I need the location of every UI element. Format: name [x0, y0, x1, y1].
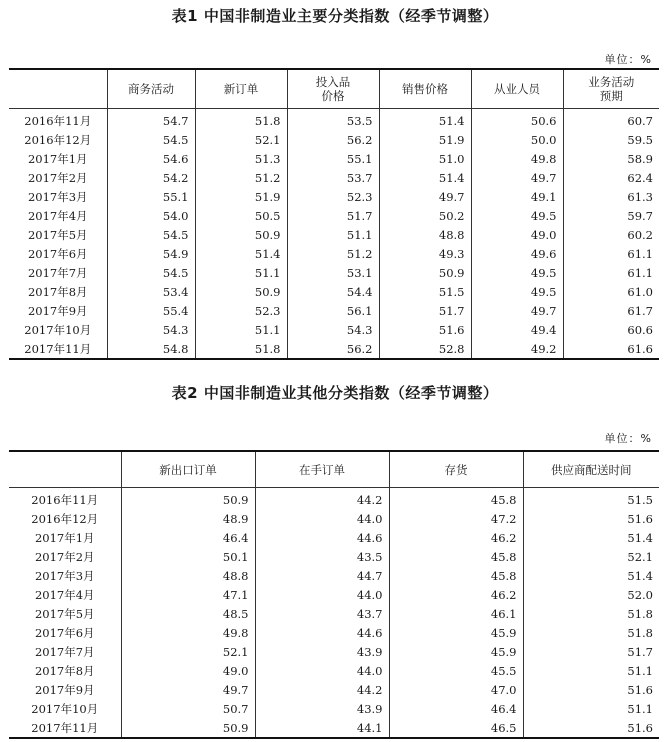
table-cell-value: 51.4: [523, 528, 659, 547]
table-cell-value: 52.0: [523, 585, 659, 604]
table-cell-value: 46.2: [389, 528, 523, 547]
table2-header-cell: 存货: [389, 451, 523, 488]
row-label-month: 2017年5月: [34, 606, 95, 621]
table-row: [9, 488, 659, 510]
table-cell-value: 51.6: [379, 320, 471, 339]
table-cell-value: 61.0: [563, 282, 659, 301]
table-cell-value: 51.8: [195, 339, 287, 359]
table-cell-value: 53.1: [287, 263, 379, 282]
table2-header-cell: 供应商配送时间: [523, 451, 659, 488]
table-cell-value: 52.3: [287, 187, 379, 206]
table-row: [9, 282, 659, 301]
table-cell-value: 51.9: [379, 130, 471, 149]
row-label-month: 2017年6月: [27, 246, 88, 261]
table-cell-value: 54.3: [107, 320, 195, 339]
table-cell-value: 54.2: [107, 168, 195, 187]
table-cell-value: 49.0: [121, 661, 255, 680]
table-cell-value: 49.3: [379, 244, 471, 263]
table-row: [9, 509, 659, 528]
table2-header-cell: [9, 451, 121, 488]
table-cell-value: 51.0: [379, 149, 471, 168]
table-cell-value: 52.1: [523, 547, 659, 566]
table1-header-cell: 投入品 价格: [287, 69, 379, 109]
table-cell-value: 51.7: [523, 642, 659, 661]
table-cell-value: 44.6: [255, 623, 389, 642]
row-label-month: 2017年11月: [31, 720, 99, 735]
table-cell-value: 48.8: [379, 225, 471, 244]
table1-unit: 单位：%: [604, 53, 652, 66]
table-cell-value: 54.5: [107, 225, 195, 244]
row-label-month: 2017年5月: [27, 227, 88, 242]
table-cell-value: 44.0: [255, 509, 389, 528]
table-row: [9, 109, 659, 131]
table-row: [9, 206, 659, 225]
table-cell-value: 44.1: [255, 718, 389, 738]
row-label-month: 2017年11月: [24, 341, 92, 356]
table-cell-value: 49.0: [471, 225, 563, 244]
table-cell-value: 50.9: [195, 282, 287, 301]
table-cell-value: 54.3: [287, 320, 379, 339]
row-label-month: 2017年1月: [27, 151, 88, 166]
table-cell-value: 50.7: [121, 699, 255, 718]
table-cell-value: 49.7: [379, 187, 471, 206]
table-cell-value: 59.5: [563, 130, 659, 149]
row-label-month: 2017年2月: [27, 170, 88, 185]
table-cell-value: 55.1: [107, 187, 195, 206]
row-label-month: 2017年9月: [27, 303, 88, 318]
table-cell-value: 51.8: [195, 109, 287, 131]
table-cell-value: 61.1: [563, 244, 659, 263]
table-cell-value: 49.8: [121, 623, 255, 642]
table-cell-value: 51.1: [195, 263, 287, 282]
table-cell-value: 54.0: [107, 206, 195, 225]
row-label-month: 2017年3月: [34, 568, 95, 583]
table-cell-value: 51.5: [379, 282, 471, 301]
table-cell-value: 50.0: [471, 130, 563, 149]
table-cell-value: 51.1: [195, 320, 287, 339]
row-label-month: 2017年10月: [31, 701, 99, 716]
table-cell-value: 49.6: [471, 244, 563, 263]
row-label-month: 2017年6月: [34, 625, 95, 640]
table2-unit: 单位：%: [604, 432, 652, 445]
row-label-month: 2016年12月: [31, 511, 99, 526]
table-cell-value: 47.2: [389, 509, 523, 528]
table-cell-value: 44.0: [255, 585, 389, 604]
table-cell-value: 45.5: [389, 661, 523, 680]
table-cell-value: 54.4: [287, 282, 379, 301]
table-cell-value: 51.4: [195, 244, 287, 263]
table-row: [9, 320, 659, 339]
table-cell-value: 51.9: [195, 187, 287, 206]
table-row: [9, 225, 659, 244]
row-label-month: 2016年12月: [24, 132, 92, 147]
table-cell-value: 61.1: [563, 263, 659, 282]
table-cell-value: 46.2: [389, 585, 523, 604]
row-label-month: 2017年4月: [34, 587, 95, 602]
row-label-month: 2017年7月: [34, 644, 95, 659]
other-indices-table: [9, 450, 659, 739]
table-cell-value: 44.7: [255, 566, 389, 585]
table-row: [9, 301, 659, 320]
table-cell-value: 50.9: [379, 263, 471, 282]
table-row: [9, 661, 659, 680]
table-cell-value: 46.5: [389, 718, 523, 738]
table-cell-value: 53.5: [287, 109, 379, 131]
table-cell-value: 50.5: [195, 206, 287, 225]
table-row: [9, 566, 659, 585]
table-cell-value: 44.6: [255, 528, 389, 547]
table-cell-value: 48.5: [121, 604, 255, 623]
table-cell-value: 54.5: [107, 263, 195, 282]
table-cell-value: 62.4: [563, 168, 659, 187]
table-cell-value: 49.7: [471, 301, 563, 320]
table1-header-cell: [9, 69, 107, 109]
table-cell-value: 51.7: [287, 206, 379, 225]
table-row: [9, 528, 659, 547]
table-cell-value: 52.1: [121, 642, 255, 661]
table-cell-value: 50.9: [121, 488, 255, 510]
table-cell-value: 44.0: [255, 661, 389, 680]
row-label-month: 2017年10月: [24, 322, 92, 337]
row-label-month: 2017年9月: [34, 682, 95, 697]
table-cell-value: 56.1: [287, 301, 379, 320]
table-row: [9, 642, 659, 661]
table-row: [9, 585, 659, 604]
table-cell-value: 49.7: [471, 168, 563, 187]
table-cell-value: 51.1: [287, 225, 379, 244]
table1-title: 表1 中国非制造业主要分类指数（经季节调整）: [171, 7, 499, 25]
table-cell-value: 61.3: [563, 187, 659, 206]
table-cell-value: 49.1: [471, 187, 563, 206]
table-cell-value: 61.7: [563, 301, 659, 320]
table2-header-row: [9, 451, 659, 488]
table-row: [9, 604, 659, 623]
table-row: [9, 547, 659, 566]
table-cell-value: 55.1: [287, 149, 379, 168]
table-cell-value: 49.5: [471, 282, 563, 301]
table-cell-value: 54.8: [107, 339, 195, 359]
row-label-month: 2017年1月: [34, 530, 95, 545]
table-cell-value: 55.4: [107, 301, 195, 320]
table2-header-cell: 在手订单: [255, 451, 389, 488]
table-cell-value: 59.7: [563, 206, 659, 225]
table-cell-value: 43.9: [255, 642, 389, 661]
table-cell-value: 56.2: [287, 130, 379, 149]
table-cell-value: 52.3: [195, 301, 287, 320]
table-cell-value: 51.4: [379, 109, 471, 131]
table-cell-value: 53.4: [107, 282, 195, 301]
table1-header-cell: 从业人员: [471, 69, 563, 109]
table-cell-value: 60.2: [563, 225, 659, 244]
table-cell-value: 54.7: [107, 109, 195, 131]
row-label-month: 2017年8月: [27, 284, 88, 299]
table1-header-cell: 商务活动: [107, 69, 195, 109]
table-row: [9, 699, 659, 718]
table-cell-value: 50.9: [121, 718, 255, 738]
table-cell-value: 58.9: [563, 149, 659, 168]
table-row: [9, 149, 659, 168]
table-row: [9, 718, 659, 738]
table-row: [9, 187, 659, 206]
table2-header-cell: 新出口订单: [121, 451, 255, 488]
table-row: [9, 168, 659, 187]
table-cell-value: 50.6: [471, 109, 563, 131]
table-cell-value: 49.7: [121, 680, 255, 699]
table-cell-value: 49.2: [471, 339, 563, 359]
table-cell-value: 51.8: [523, 604, 659, 623]
table-cell-value: 56.2: [287, 339, 379, 359]
table1-header-cell: 新订单: [195, 69, 287, 109]
table-cell-value: 43.9: [255, 699, 389, 718]
table-cell-value: 51.1: [523, 699, 659, 718]
table-row: [9, 130, 659, 149]
table-cell-value: 45.9: [389, 623, 523, 642]
table-cell-value: 51.2: [195, 168, 287, 187]
table-cell-value: 47.1: [121, 585, 255, 604]
table1-header-row: [9, 69, 659, 109]
table-cell-value: 54.6: [107, 149, 195, 168]
table-cell-value: 54.9: [107, 244, 195, 263]
main-indices-table: [9, 68, 659, 360]
table1-header-cell: 销售价格: [379, 69, 471, 109]
table-cell-value: 49.8: [471, 149, 563, 168]
table-cell-value: 48.8: [121, 566, 255, 585]
table-cell-value: 52.1: [195, 130, 287, 149]
table-cell-value: 51.6: [523, 509, 659, 528]
table-cell-value: 51.8: [523, 623, 659, 642]
table-cell-value: 61.6: [563, 339, 659, 359]
table-cell-value: 51.7: [379, 301, 471, 320]
table-cell-value: 46.4: [121, 528, 255, 547]
table-cell-value: 50.2: [379, 206, 471, 225]
table-cell-value: 52.8: [379, 339, 471, 359]
row-label-month: 2017年8月: [34, 663, 95, 678]
table-cell-value: 51.4: [523, 566, 659, 585]
table-cell-value: 45.8: [389, 566, 523, 585]
table-cell-value: 49.5: [471, 263, 563, 282]
table-cell-value: 45.8: [389, 488, 523, 510]
table-cell-value: 51.1: [523, 661, 659, 680]
row-label-month: 2017年7月: [27, 265, 88, 280]
table-cell-value: 51.4: [379, 168, 471, 187]
table-cell-value: 60.6: [563, 320, 659, 339]
table-cell-value: 45.8: [389, 547, 523, 566]
row-label-month: 2017年4月: [27, 208, 88, 223]
table-cell-value: 50.9: [195, 225, 287, 244]
table-cell-value: 54.5: [107, 130, 195, 149]
table-cell-value: 45.9: [389, 642, 523, 661]
table-cell-value: 48.9: [121, 509, 255, 528]
table-cell-value: 46.1: [389, 604, 523, 623]
table-cell-value: 44.2: [255, 680, 389, 699]
table-cell-value: 47.0: [389, 680, 523, 699]
table1-header-cell: 业务活动 预期: [563, 69, 659, 109]
table-cell-value: 60.7: [563, 109, 659, 131]
table-cell-value: 44.2: [255, 488, 389, 510]
table-cell-value: 51.6: [523, 680, 659, 699]
table-row: [9, 680, 659, 699]
table-cell-value: 50.1: [121, 547, 255, 566]
table-cell-value: 49.5: [471, 206, 563, 225]
table-cell-value: 51.3: [195, 149, 287, 168]
table-cell-value: 49.4: [471, 320, 563, 339]
row-label-month: 2017年3月: [27, 189, 88, 204]
table-cell-value: 53.7: [287, 168, 379, 187]
table-cell-value: 46.4: [389, 699, 523, 718]
table-row: [9, 339, 659, 359]
table-cell-value: 43.7: [255, 604, 389, 623]
table-row: [9, 623, 659, 642]
table2-title: 表2 中国非制造业其他分类指数（经季节调整）: [171, 384, 499, 402]
row-label-month: 2016年11月: [24, 113, 92, 128]
table-cell-value: 51.2: [287, 244, 379, 263]
table-cell-value: 51.6: [523, 718, 659, 738]
row-label-month: 2016年11月: [31, 492, 99, 507]
table-row: [9, 263, 659, 282]
table-cell-value: 51.5: [523, 488, 659, 510]
table-cell-value: 43.5: [255, 547, 389, 566]
row-label-month: 2017年2月: [34, 549, 95, 564]
table-row: [9, 244, 659, 263]
